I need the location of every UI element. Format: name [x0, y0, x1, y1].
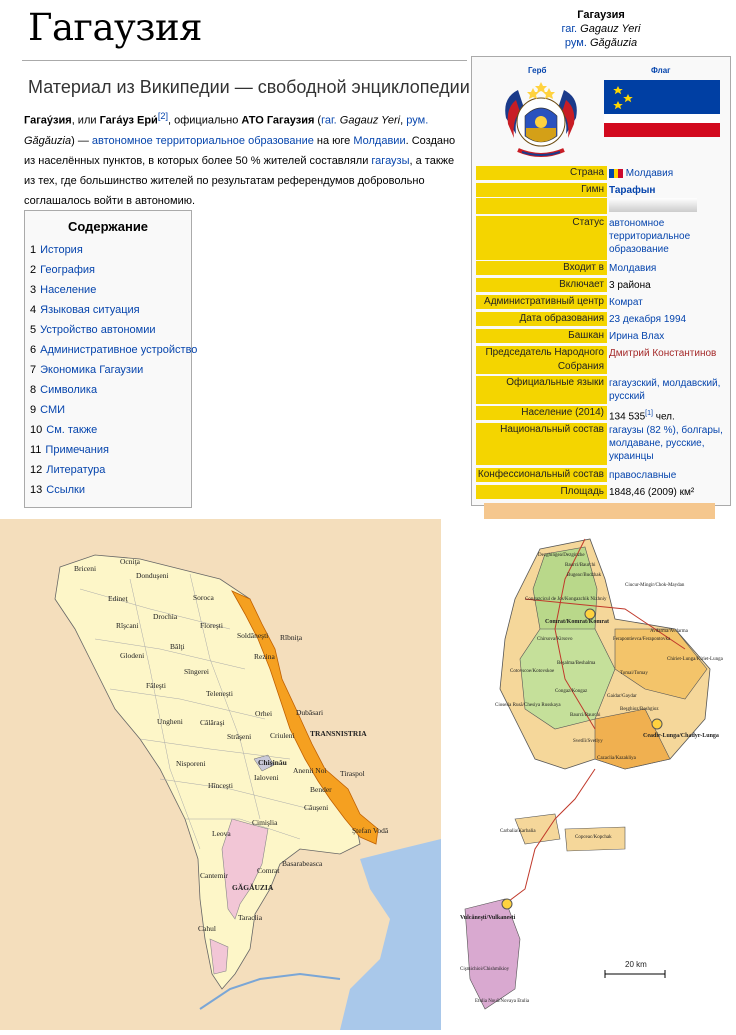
- map-label: Ştefan Vodă: [352, 826, 389, 835]
- infobox-value: [609, 377, 727, 403]
- flag-image[interactable]: [604, 80, 720, 137]
- toc-label[interactable]: Население: [40, 284, 97, 296]
- map-label: Briceni: [74, 564, 97, 573]
- toc-num: 9: [30, 404, 37, 416]
- ethnic-link[interactable]: гагаузы (82 %), болгары, молдаване, русские, украинцы: [609, 425, 723, 462]
- map-region-label: TRANSNISTRIA: [310, 729, 367, 738]
- infobox-label: Дата образования: [476, 312, 607, 326]
- map-label: Dubăsari: [296, 708, 324, 717]
- infobox-value: 1848,46 (2009) км²: [609, 487, 695, 498]
- map-label: Ungheni: [157, 717, 183, 726]
- country-link[interactable]: Молдавия: [625, 168, 674, 179]
- moldova-flag-icon: [609, 169, 623, 178]
- chairman-link[interactable]: Дмитрий Константинов: [609, 348, 717, 359]
- infobox-label: Председатель Народного Собрания: [476, 346, 607, 374]
- toc-num: 3: [30, 284, 37, 296]
- map-label: Criuleni: [270, 731, 295, 740]
- toc-item[interactable]: [30, 264, 95, 276]
- map-label: Taraclia: [238, 913, 263, 922]
- moldova-link[interactable]: Молдавии: [353, 134, 406, 147]
- infobox-label: Площадь: [476, 485, 607, 499]
- map-label: Basarabeasca: [282, 859, 323, 868]
- page-subtitle: Материал из Википедии — свободной энциклопедии: [28, 77, 470, 97]
- map-label: Baurci/Baurchi: [565, 563, 596, 568]
- name-rum: Găgăuzia: [589, 37, 638, 49]
- infobox-name-rum: [476, 36, 726, 50]
- toc-num: 10: [30, 424, 43, 436]
- map-label: Cimişlia: [252, 818, 278, 827]
- map-label: Bugeac/Budzhak: [567, 573, 602, 578]
- map-label: Drochia: [153, 612, 178, 621]
- toc-label[interactable]: История: [40, 244, 83, 256]
- infobox-value: [609, 296, 727, 309]
- toc-num: 6: [30, 344, 37, 356]
- infobox-label: Конфессиональный состав: [476, 468, 607, 482]
- map-label: Cioselia Rusă/Chesiya Russkaya: [495, 703, 561, 708]
- scale-label: 20 km: [625, 960, 647, 969]
- toc-label[interactable]: Примечания: [45, 444, 109, 456]
- infobox-map-strip: [484, 503, 715, 519]
- lang-gag-link[interactable]: гаг.: [321, 114, 337, 127]
- toc-num: 4: [30, 304, 37, 316]
- page-title: Гагаузия: [28, 6, 202, 49]
- infobox-title: Гагаузия: [577, 9, 625, 21]
- toc-num: 5: [30, 324, 37, 336]
- toc-num: 11: [30, 444, 42, 456]
- intro-text: ,: [400, 114, 407, 127]
- infobox-value: [609, 407, 727, 423]
- toc-label[interactable]: Ссылки: [46, 484, 85, 496]
- toc-item[interactable]: [30, 424, 97, 436]
- map-label: Copceac/Kopchak: [575, 835, 612, 840]
- toc-item[interactable]: [30, 444, 109, 456]
- moldova-map-graphic: [0, 519, 441, 1030]
- toc-title: Содержание: [67, 219, 149, 234]
- name-gag: Gagauz Yeri: [580, 23, 641, 35]
- ato-link[interactable]: автономное территориальное образование: [91, 134, 314, 147]
- toc-label[interactable]: Административное устройство: [40, 344, 198, 356]
- map-label: Comrat/Komrat/Komrat: [545, 619, 609, 625]
- flag-caption[interactable]: Флаг: [651, 66, 671, 75]
- infobox-label: Страна: [476, 166, 607, 180]
- toc-item[interactable]: [30, 244, 83, 256]
- map-label: Cantemir: [200, 871, 228, 880]
- map-label: Ialoveni: [254, 773, 279, 782]
- map-label: Gaidar/Gaydar: [607, 694, 637, 699]
- toc-item[interactable]: [30, 304, 140, 316]
- map-label: Beşalma/Beshalma: [557, 661, 596, 666]
- map-label: Glodeni: [120, 651, 145, 660]
- toc-label[interactable]: География: [40, 264, 95, 276]
- infobox-label: Башкан: [476, 329, 607, 343]
- map-label: Nisporeni: [176, 759, 206, 768]
- infobox-label: Население (2014): [476, 406, 607, 420]
- toc-item[interactable]: [30, 484, 85, 496]
- footnote-link[interactable]: [2]: [157, 111, 168, 121]
- infobox-label: Национальный состав: [476, 423, 607, 465]
- intro-text: , официально: [168, 114, 242, 127]
- map-label: Făleşti: [146, 681, 166, 690]
- coat-of-arms-image[interactable]: [498, 78, 584, 162]
- infobox-label: Статус: [476, 216, 607, 260]
- infobox-value: [609, 469, 727, 482]
- coat-caption[interactable]: Герб: [528, 66, 547, 75]
- anthem-link[interactable]: Тарафын: [609, 185, 656, 196]
- population-value: 134 535: [609, 411, 646, 423]
- infobox-value: [609, 313, 727, 326]
- infobox-value: [609, 424, 727, 463]
- intro-foreign: Gagauz Yeri: [336, 114, 401, 127]
- gagauzia-map[interactable]: [445, 519, 736, 1030]
- map-label: Rîbniţa: [280, 633, 303, 642]
- toc-num: 1: [30, 244, 37, 256]
- toc-num: 8: [30, 384, 37, 396]
- map-label: Ocniţa: [120, 557, 140, 566]
- map-label: Ceadîr-Lunga/Chadyr-Lunga: [643, 733, 719, 739]
- toc-label[interactable]: Устройство автономии: [40, 324, 156, 336]
- map-label: Carbalia/Karbalia: [500, 829, 536, 834]
- infobox-value: 3 района: [609, 280, 651, 291]
- toc-label[interactable]: Символика: [40, 384, 98, 396]
- part-of-link[interactable]: Молдавия: [609, 263, 657, 274]
- religion-link[interactable]: православные: [609, 470, 677, 481]
- toc-label[interactable]: СМИ: [40, 404, 66, 416]
- intro-text: на юге: [313, 134, 354, 147]
- lang-rum-link[interactable]: рум.: [406, 114, 429, 127]
- map-label: Bender: [310, 785, 332, 794]
- map-label: Sîngerei: [184, 667, 209, 676]
- map-label: Cahul: [198, 924, 216, 933]
- languages-link[interactable]: гагаузский, молдавский, русский: [609, 378, 721, 402]
- infobox-label: Гимн: [476, 183, 607, 197]
- map-region-label: GĂGĂUZIA: [232, 883, 274, 892]
- toc-label[interactable]: См. также: [46, 424, 98, 436]
- population-footnote[interactable]: [1]: [645, 410, 653, 417]
- map-label: Rîşcani: [116, 621, 139, 630]
- map-label: Congazcicul de Jos/Kongazchik Nizhniy: [525, 597, 607, 602]
- toc-label[interactable]: Литература: [46, 464, 106, 476]
- toc-item[interactable]: [30, 284, 96, 296]
- status-link[interactable]: автономное территориальное образование: [609, 218, 691, 255]
- map-label: Teleneşti: [206, 689, 233, 698]
- map-label: Donduşeni: [136, 571, 169, 580]
- map-label: Svetlîi/Svetlyy: [573, 739, 603, 744]
- date-link[interactable]: 23 декабря 1994: [609, 314, 687, 325]
- map-label: Tomai/Tomay: [620, 671, 648, 676]
- toc-item[interactable]: [30, 404, 65, 416]
- infobox-value: [609, 262, 727, 275]
- intro-text: , а также из тех, где большинство жителей по результатам референдумов добровольно соглашалось войти в автономию.: [24, 154, 455, 207]
- map-label: Congaz/Kongaz: [555, 689, 588, 694]
- map-label: Orhei: [255, 709, 273, 718]
- infobox-label-filler: [476, 198, 607, 214]
- map-label: Etulia Nouă/Novaya Etulia: [475, 999, 530, 1004]
- map-label: Hînceşti: [208, 781, 233, 790]
- intro-paragraph: [24, 106, 464, 211]
- map-label: Soldăneşti: [237, 631, 269, 640]
- map-label: Leova: [212, 829, 231, 838]
- map-label: Baurci/Baurchi: [570, 713, 601, 718]
- map-label: Străşeni: [227, 732, 252, 741]
- infobox-value: [609, 347, 727, 360]
- infobox-label: Включает: [476, 278, 607, 292]
- infobox-label: Входит в: [476, 261, 607, 275]
- toc-item[interactable]: [30, 364, 143, 376]
- map-label: Beşghioz/Beshgioz: [620, 707, 659, 712]
- toc-num: 12: [30, 464, 43, 476]
- intro-text: . Создано из населённых пунктов, в которых более 50 % жителей составляли: [24, 134, 456, 167]
- toc-item[interactable]: [30, 344, 197, 356]
- infobox-value: [609, 184, 727, 197]
- gagauzia-map-graphic: [445, 519, 736, 1030]
- toc-item[interactable]: [30, 324, 156, 336]
- term-gagauz-yeri: Гага́уз Ери́: [99, 114, 158, 127]
- map-label: Cazaclia/Kazakliya: [597, 756, 636, 761]
- map-label: Soroca: [193, 593, 214, 602]
- infobox-name-gag: [476, 22, 726, 36]
- term-gagauzia: Гагау́зия: [24, 114, 72, 127]
- capital-link[interactable]: Комрат: [609, 297, 643, 308]
- map-label: Călăraşi: [200, 718, 225, 727]
- infobox-label: Административный центр: [476, 295, 607, 309]
- intro-text: (: [314, 114, 322, 127]
- infobox-value: [609, 167, 727, 180]
- map-label: Tiraspol: [340, 769, 365, 778]
- map-label: Cotovscoe/Kotovskoe: [510, 669, 555, 674]
- map-label: Vulcăneşti/Vulkanesti: [460, 915, 516, 921]
- map-label: Ciucur-Mingir/Chok-Maydan: [625, 583, 685, 588]
- lang-gag-label[interactable]: гаг.: [561, 23, 581, 35]
- intro-foreign: Găgăuzia: [24, 134, 72, 147]
- map-label: Chişinău: [258, 758, 287, 767]
- infobox-value: [609, 330, 727, 343]
- bashkan-link[interactable]: Ирина Влах: [609, 331, 665, 342]
- map-label: Cişmichioi/Chishmikioy: [460, 967, 510, 972]
- map-label: Avdarma/Avdarma: [650, 629, 688, 634]
- map-label: Chiriet-Lunga/Kiriet-Lunga: [667, 657, 723, 662]
- infobox-header: [476, 8, 726, 50]
- map-label: Floreşti: [200, 621, 223, 630]
- infobox-value: [609, 217, 727, 256]
- map-label: Ferapontievca/Ferapontovka: [613, 637, 671, 642]
- toc-num: 2: [30, 264, 37, 276]
- toc-item[interactable]: [30, 384, 97, 396]
- lang-rum-label[interactable]: рум.: [564, 37, 590, 49]
- moldova-map[interactable]: [0, 519, 441, 1030]
- infobox-label: Официальные языки: [476, 376, 607, 404]
- intro-text: ) —: [71, 134, 92, 147]
- title-divider: [22, 60, 467, 61]
- table-of-contents: [24, 210, 198, 508]
- map-label: Chirsova/Kirsovo: [537, 637, 573, 642]
- toc-label[interactable]: Экономика Гагаузии: [40, 364, 144, 376]
- map-label: Căuşeni: [304, 803, 329, 812]
- map-label: Edineţ: [108, 594, 128, 603]
- map-label: Comrat: [257, 866, 280, 875]
- map-label: Rezina: [254, 652, 275, 661]
- toc-num: 13: [30, 484, 43, 496]
- gagauz-link[interactable]: гагаузы: [371, 154, 410, 167]
- map-label: Anenii Noi: [293, 766, 327, 775]
- map-label: Dezghingea/Dezginzhe: [538, 553, 585, 558]
- population-unit: чел.: [652, 411, 675, 423]
- audio-player[interactable]: [609, 198, 697, 212]
- intro-text: , или: [71, 114, 100, 127]
- map-label: Bălţi: [170, 642, 185, 651]
- toc-num: 7: [30, 364, 37, 376]
- toc-item[interactable]: [30, 464, 105, 476]
- term-ato: АТО Гагаузия: [241, 114, 315, 127]
- toc-label[interactable]: Языковая ситуация: [40, 304, 140, 316]
